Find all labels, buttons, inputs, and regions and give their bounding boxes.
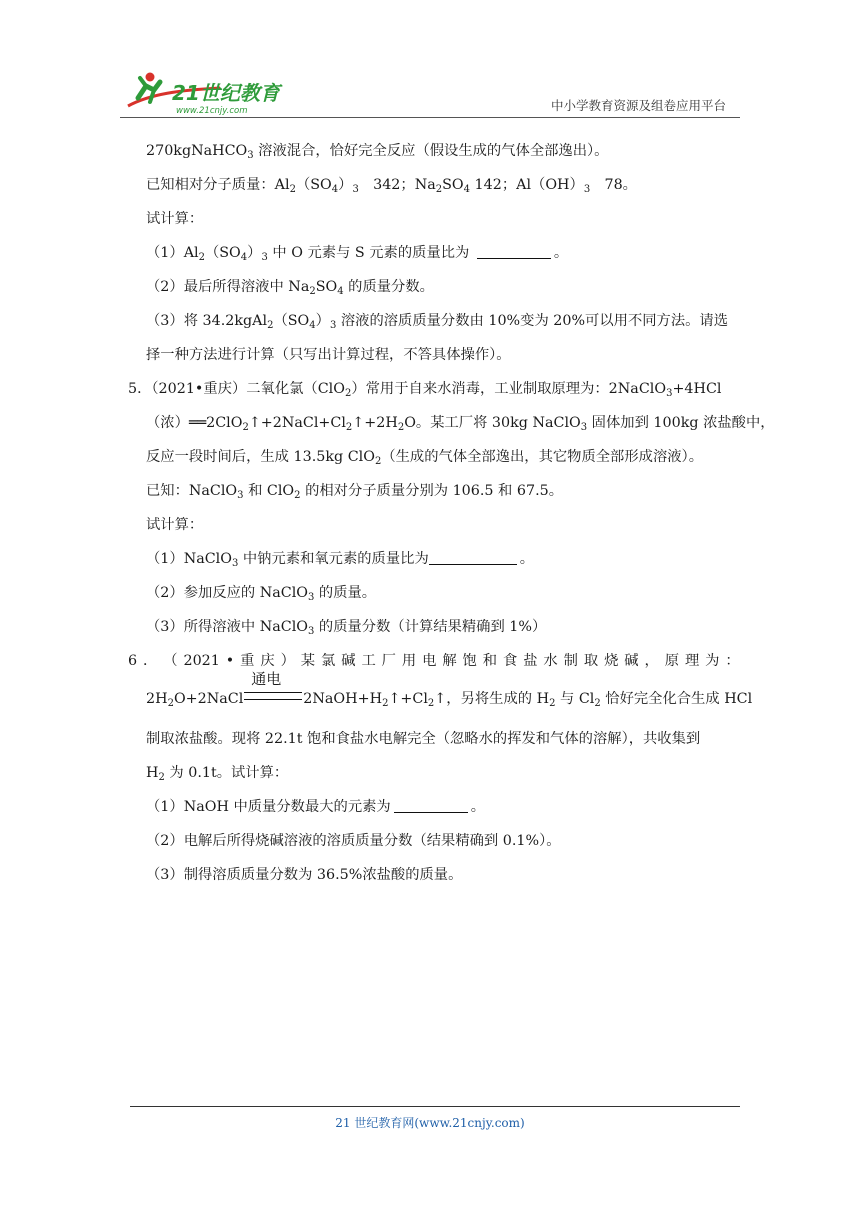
p4-line-1: 270kgNaHCO$_3$ 溶液混合，恰好完全反应（假设生成的气体全部逸出）。: [146, 143, 609, 161]
header-divider: [120, 117, 740, 118]
answer-blank: [394, 798, 468, 813]
page-header: [120, 66, 740, 118]
logo-text: 21世纪教育: [172, 81, 280, 105]
p4-question-1: $(1)Al_2(SO_4)_3$ 中 O 元素与 S 元素的质量比为 。: [146, 245, 569, 263]
p6-line-1: 6 ． （ 2021 • 重 庆 ） 某 氯 碱 工 厂 用 电 解 饱 和 食 盐 水 制 取 烧 碱 ， 原 理 为 ：: [128, 653, 740, 669]
p5-line-5: 试计算：: [146, 517, 204, 533]
p4-question-2: （2）最后所得溶液中 $Na_2SO_4$ 的质量分数。: [146, 279, 434, 297]
footer-divider: [130, 1106, 740, 1107]
p5-question-3: （3）所得溶液中 NaClO$_3$ 的质量分数（计算结果精确到 1%）: [146, 619, 547, 637]
electrolysis-arrow: [243, 670, 303, 710]
answer-blank: [429, 550, 517, 565]
p6-question-1: （1）NaOH 中质量分数最大的元素为 。: [146, 799, 486, 815]
condition-label: 通电: [251, 670, 282, 688]
p5-line-3: 反应一段时间后，生成 13.5kg ClO$_2$（生成的气体全部逸出，其它物质全部形成溶液）。: [146, 449, 703, 467]
logo-url: www.21cnjy.com: [176, 106, 248, 116]
p6-line-2: $2H_2O+2NaCl$ 通电 $2NaOH+H_2↑+Cl_2↑$，另将生成的 $H_2$ 与 $Cl_2$ 恰好完全化合生成 HCl: [146, 670, 753, 709]
answer-blank: [477, 244, 551, 259]
footer-text: 21 世纪教育网(www.21cnjy.com): [335, 1116, 525, 1130]
p4-question-3-cont: 择一种方法进行计算（只写出计算过程，不答具体操作）。: [146, 347, 511, 363]
p5-line-4: 已知：NaClO$_3$ 和 ClO$_2$ 的相对分子质量分别为 106.5 和 67.5。: [146, 483, 564, 501]
p6-line-3: 制取浓盐酸。现将 22.1t 饱和食盐水电解完全（忽略水的挥发和气体的溶解），共收集到: [146, 731, 701, 747]
p6-line-4: $H_2$ 为 0.1t。试计算：: [146, 765, 289, 783]
p6-question-2: （2）电解后所得烧碱溶液的溶质质量分数（结果精确到 0.1%）。: [146, 833, 561, 849]
p4-question-3: （3）将 $34.2kgAl_2(SO_4)_3$ 溶液的溶质质量分数由 10%变为 20%可以用不同方法。请选: [146, 313, 729, 331]
p5-question-1: （1）NaClO$_3$ 中钠元素和氧元素的质量比为 。: [146, 551, 535, 569]
p5-line-2: （浓）$══2ClO_2↑+2NaCl+Cl_2↑+2H_2O$。某工厂将 30kg NaClO$_3$ 固体加到 100kg 浓盐酸中，: [146, 415, 775, 433]
logo: [120, 68, 290, 116]
platform-tagline: 中小学教育资源及组卷应用平台: [550, 98, 726, 113]
p5-line-1: 5．（2021•重庆）二氧化氯（ClO$_2$）常用于自来水消毒，工业制取原理为：2NaClO$_3$+4HCl: [128, 381, 722, 399]
p6-question-3: （3）制得溶质质量分数为 36.5%浓盐酸的质量。: [146, 867, 463, 883]
p4-line-3: 试计算：: [146, 211, 204, 227]
p5-question-2: （2）参加反应的 NaClO$_3$ 的质量。: [146, 585, 377, 603]
p4-line-2: 已知相对分子质量：$Al_2(SO_4)_3$ 342；$Na_2SO_4$ 142；$Al(OH)_3$ 78。: [146, 177, 637, 195]
